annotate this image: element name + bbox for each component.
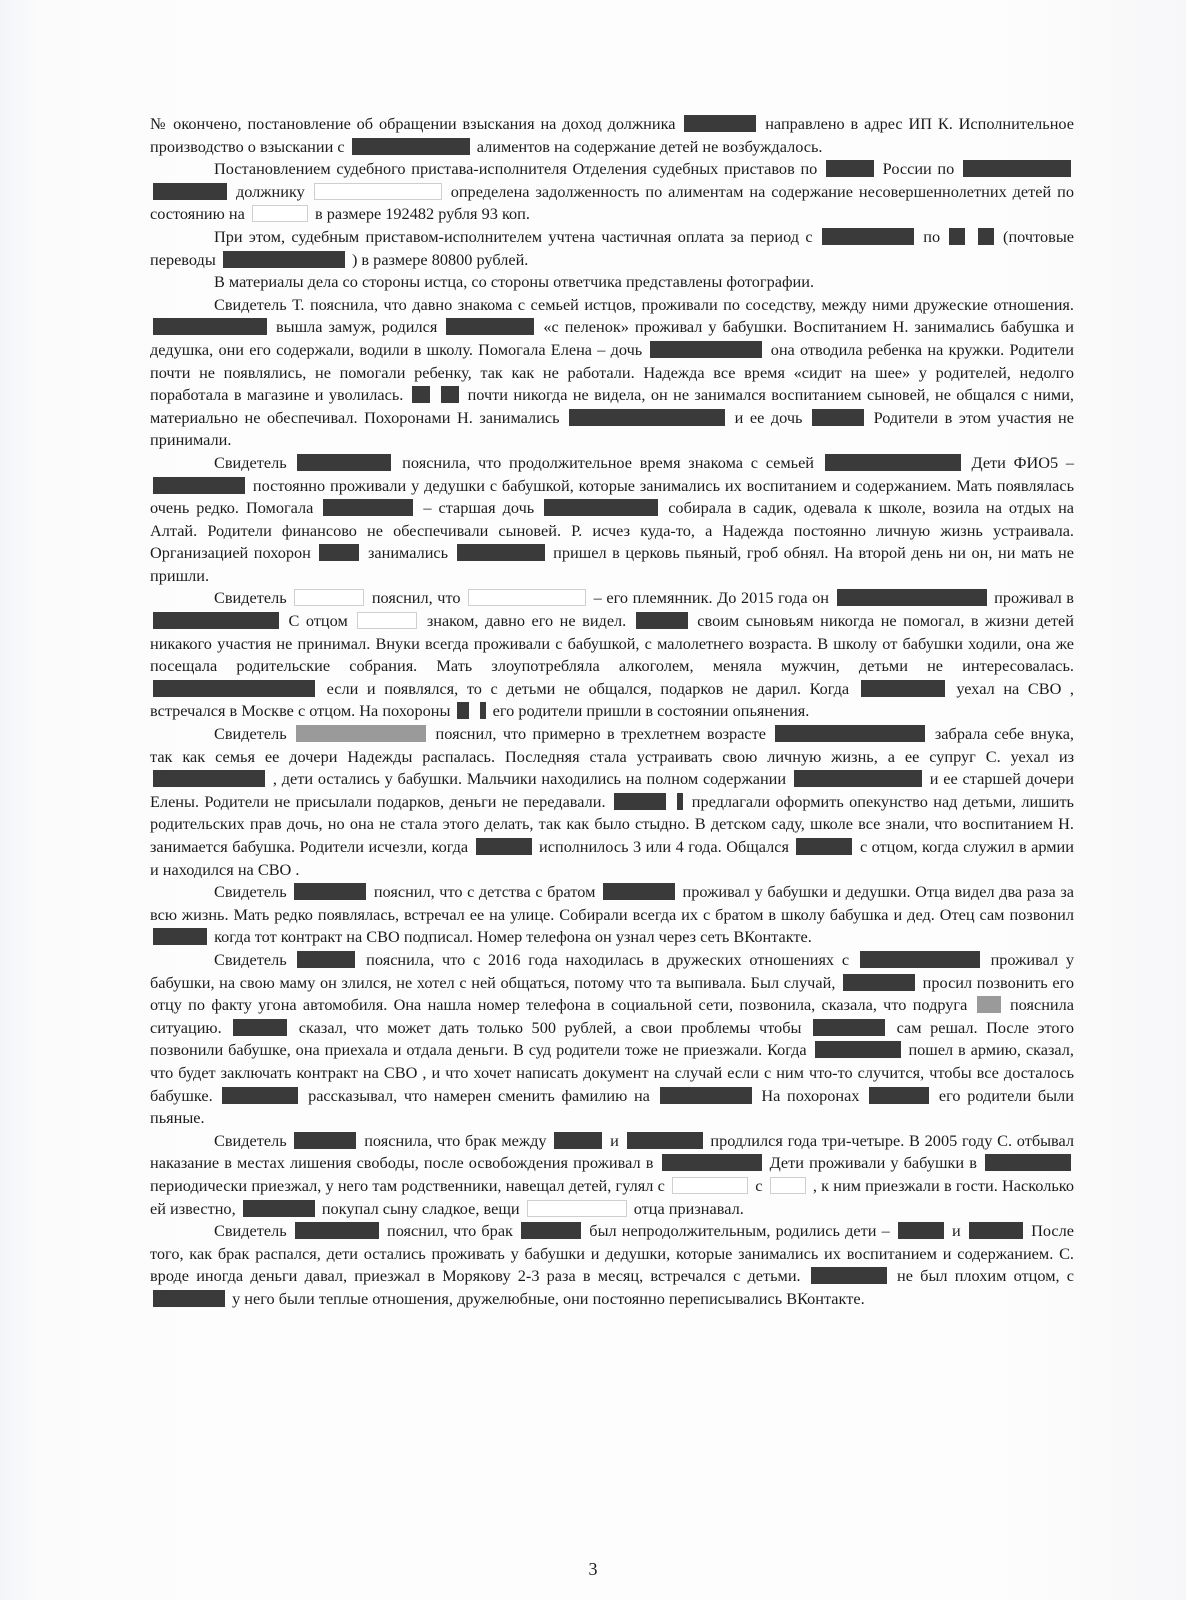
- paragraph-text: с: [755, 1175, 763, 1195]
- paragraph-text: Свидетель: [214, 882, 287, 902]
- redaction-block: [796, 838, 852, 855]
- paragraph-text: если и появлялся, то с детьми не общался, подарков не дарил. Когда: [326, 678, 850, 698]
- paragraph-8: [150, 723, 1074, 881]
- paragraph-9: [150, 881, 1074, 949]
- paragraph-text: (почтовые переводы: [150, 226, 1074, 269]
- paragraph-text: пояснила, что продолжительное время знакома с семьей: [402, 452, 815, 472]
- redaction-block: [233, 1019, 287, 1036]
- redaction-block: [294, 883, 366, 900]
- paragraph-text: предлагали оформить опекунство над детьми, лишить родительских прав дочь, но она не стала этого делать, так как было стыдно. В детском саду, школе все знали, что воспитанием Н. занимается бабушка. Родители исчезли, когда: [150, 791, 1074, 856]
- paragraph-text: с отцом, когда служил в армии и находился на СВО .: [150, 837, 1074, 879]
- redaction-block: [898, 1222, 944, 1239]
- paragraph-text: пошел в армию, сказал, что будет заключать контракт на СВО , и что хочет написать документ на случай если с ним что-то случится, чтобы все досталось бабушке.: [150, 1040, 1074, 1105]
- paragraph-text: пояснил, что с детства с братом: [373, 882, 596, 902]
- paragraph-2: [150, 158, 1074, 226]
- redaction-block: [527, 1200, 627, 1217]
- paragraph-text: пояснила, что с 2016 года находилась в дружеских отношениях с: [366, 949, 850, 969]
- paragraph-text: На похоронах: [761, 1085, 860, 1105]
- redaction-block: [252, 205, 308, 222]
- paragraph-text: После того, как брак распался, дети остались проживать у бабушки и дедушки, которые занимались их воспитанием и содержанием. С. вроде иногда деньги давал, приезжал в Морякову 2-3 раза в месяц, встречался с детьми.: [150, 1221, 1074, 1286]
- redaction-block: [223, 251, 345, 268]
- paragraph-11: [150, 1130, 1074, 1220]
- redaction-block: [297, 951, 355, 968]
- redaction-block: [963, 160, 1071, 177]
- redaction-block: [476, 838, 532, 855]
- paragraph-text: по: [923, 226, 941, 246]
- paragraph-text: постоянно проживали у дедушки с бабушкой, которые занимались их воспитанием и содержанием. Мать появлялась очень редко. Помогала: [150, 475, 1075, 518]
- paragraph-text: и ее дочь: [734, 407, 803, 427]
- redaction-block: [812, 409, 864, 426]
- redaction-block: [861, 680, 945, 697]
- paragraph-1: [150, 113, 1074, 158]
- paragraph-text: в размере 192482 рубля 93 коп.: [314, 204, 530, 224]
- redaction-block: [222, 1087, 298, 1104]
- redaction-block: [446, 318, 534, 335]
- paragraph-4: [150, 271, 1074, 294]
- paragraph-text: проживал у бабушки, на свою маму он злился, не хотел с ней общаться, потому что та выпивала. Был случай,: [150, 949, 1074, 992]
- redaction-block: [314, 183, 442, 200]
- redaction-block: [323, 499, 413, 516]
- redaction-block: [985, 1154, 1071, 1171]
- paragraph-text: собирала в садик, одевала к школе, возила на отдых на Алтай. Родители финансово не обеспечивали сыновей. Р. исчез куда-то, а Надежда постоянно личную жизнь устраивала. Организацией похорон: [150, 498, 1075, 563]
- document-body: [150, 113, 1074, 1310]
- redaction-block: [813, 1019, 885, 1036]
- redaction-block: [457, 544, 545, 561]
- paragraph-text: Свидетель: [214, 452, 287, 472]
- paragraph-text: пояснил, что брак: [386, 1221, 513, 1241]
- redaction-block: [243, 1200, 315, 1217]
- paragraph-text: не был плохим отцом, с: [897, 1266, 1074, 1286]
- paragraph-text: С отцом: [288, 611, 348, 631]
- redaction-block: [153, 770, 265, 787]
- redaction-block: [521, 1222, 581, 1239]
- paragraph-text: проживал в: [994, 588, 1074, 608]
- redaction-block: [295, 1222, 379, 1239]
- redaction-block: [468, 589, 586, 606]
- paragraph-text: Свидетель: [214, 724, 287, 744]
- paragraph-text: сказал, что может дать только 500 рублей, а свои проблемы чтобы: [298, 1017, 802, 1037]
- paragraph-text: рассказывал, что намерен сменить фамилию на: [308, 1085, 650, 1105]
- paragraph-text: При этом, судебным приставом-исполнителем учтена частичная оплата за период с: [214, 226, 813, 246]
- redaction-block: [153, 1290, 225, 1307]
- paragraph-text: определена задолженность по алиментам на содержание несовершеннолетних детей по состоянию на: [150, 181, 1075, 224]
- paragraph-text: был непродолжительным, родились дети –: [589, 1221, 890, 1241]
- redaction-block: [860, 951, 980, 968]
- paragraph-12: [150, 1220, 1074, 1310]
- redaction-block: [294, 1132, 356, 1149]
- paragraph-text: и: [952, 1221, 961, 1241]
- redaction-block: [672, 1177, 748, 1194]
- paragraph-text: – его племянник. До 2015 года он: [593, 588, 830, 608]
- redaction-block: [153, 318, 267, 335]
- redaction-block: [627, 1132, 703, 1149]
- paragraph-text: отца признавал.: [633, 1198, 744, 1218]
- paragraph-text: Свидетель Т. пояснила, что давно знакома с семьей истцов, проживали по соседству, между ними дружеские отношения.: [214, 294, 1074, 314]
- redaction-block: [949, 228, 965, 245]
- paragraph-6: [150, 452, 1074, 588]
- paragraph-text: почти никогда не видела, он не занимался воспитанием сыновей, не общался с ними, материально не обеспечивал. Похоронами Н. занимались: [150, 385, 1074, 427]
- paragraph-text: , дети остались у бабушки. Мальчики находились на полном содержании: [272, 769, 787, 789]
- paragraph-text: ) в размере 80800 рублей.: [351, 249, 529, 269]
- paragraph-text: пояснила, что брак между: [364, 1130, 547, 1150]
- paragraph-text: России по: [882, 159, 955, 179]
- redaction-block: [969, 1222, 1023, 1239]
- paragraph-text: Родители в этом участия не принимали.: [150, 407, 1074, 450]
- redaction-block: [294, 589, 364, 606]
- paragraph-text: Дети ФИО5 –: [971, 452, 1075, 472]
- paragraph-text: направлено в адрес ИП К. Исполнительное производство о взыскании с: [150, 114, 1074, 156]
- paragraph-text: своим сыновьям никогда не помогал, в жизни детей никакого участия не принимал. Внуки всегда проживали с бабушкой, с малолетнего возраста. В школу от бабушки ходили, она же посещала родительские собрания. Мать злоупотребляла алкоголем, меняла мужчин, детьми не интересовалась.: [150, 611, 1074, 676]
- redaction-block: [153, 680, 315, 697]
- redaction-block: [457, 702, 469, 719]
- paragraph-text: когда тот контракт на СВО подписал. Номер телефона он узнал через сеть ВКонтакте.: [214, 927, 812, 947]
- paragraph-text: пояснил, что: [371, 588, 461, 608]
- paragraph-5: [150, 294, 1074, 452]
- redaction-block: [794, 770, 922, 787]
- paragraph-text: Свидетель: [214, 588, 287, 608]
- paragraph-text: просил позвонить его отцу по факту угона автомобиля. Она нашла номер телефона в социальной сети, позвонила, сказала, что подруга: [150, 972, 1075, 1015]
- redaction-block: [297, 454, 391, 471]
- redaction-block: [153, 183, 227, 200]
- paragraph-text: № окончено, постановление об обращении взыскания на доход должника: [150, 114, 676, 133]
- paragraph-text: Постановлением судебного пристава-исполнителя Отделения судебных приставов по: [214, 159, 818, 179]
- redaction-block: [869, 1087, 929, 1104]
- redaction-block: [775, 725, 925, 742]
- redaction-block: [843, 974, 915, 991]
- redaction-block: [153, 928, 207, 945]
- paragraph-text: сам решал. После этого позвонили бабушке, она приехала и отдала деньги. В суд родители тоже не приезжали. Когда: [150, 1017, 1074, 1060]
- redaction-block: [319, 544, 359, 561]
- redaction-block: [153, 612, 279, 629]
- paragraph-text: пришел в церковь пьяный, гроб обнял. На второй день ни он, ни мать не пришли.: [150, 543, 1074, 585]
- page-number: 3: [588, 1559, 598, 1579]
- paragraph-text: и: [610, 1130, 619, 1150]
- paragraph-text: проживал у бабушки и дедушки. Отца видел два раза за всю жизнь. Мать редко появлялась, встречал ее на улице. Собирали всегда их с братом в школу бабушка и дед. Отец сам позвонил: [150, 882, 1074, 924]
- redaction-block: [825, 454, 961, 471]
- redaction-block: [662, 1154, 762, 1171]
- redaction-block: [770, 1177, 806, 1194]
- redaction-block: [352, 138, 470, 155]
- redaction-block: [296, 725, 426, 742]
- paragraph-text: его родители пришли в состоянии опьянения.: [492, 701, 810, 721]
- redaction-block: [650, 341, 762, 358]
- paragraph-text: – старшая дочь: [423, 498, 535, 518]
- redaction-block: [977, 996, 1001, 1013]
- paragraph-text: продлился года три-четыре. В 2005 году С. отбывал наказание в местах лишения свободы, после освобождения проживал в: [150, 1130, 1075, 1173]
- redaction-block: [554, 1132, 602, 1149]
- paragraph-text: должнику: [235, 181, 305, 201]
- redaction-block: [636, 612, 688, 629]
- redaction-block: [603, 883, 675, 900]
- redaction-block: [480, 702, 486, 719]
- redaction-block: [826, 160, 874, 177]
- redaction-block: [677, 793, 683, 810]
- redaction-block: [811, 1267, 887, 1284]
- paragraph-text: пояснила ситуацию.: [150, 995, 1074, 1037]
- paragraph-text: у него были теплые отношения, дружелюбные, они постоянно переписывались ВКонтакте.: [232, 1288, 865, 1308]
- redaction-block: [614, 793, 666, 810]
- paragraph-3: [150, 226, 1074, 271]
- redaction-block: [837, 589, 987, 606]
- redaction-block: [569, 409, 725, 426]
- paragraph-text: и ее старшей дочери Елены. Родители не присылали подарков, деньги не передавали.: [150, 769, 1074, 811]
- paragraph-text: вышла замуж, родился: [276, 317, 438, 337]
- redaction-block: [412, 386, 430, 403]
- redaction-block: [815, 1041, 901, 1058]
- paragraph-text: исполнилось 3 или 4 года. Общался: [539, 837, 789, 856]
- redaction-block: [978, 228, 994, 245]
- paragraph-text: она отводила ребенка на кружки. Родители почти не появлялись, не помогали ребенку, так как не работали. Надежда все время «сидит на шее» у родителей, недолго поработала в магазине и уволилась.: [150, 339, 1074, 405]
- redaction-block: [822, 228, 914, 245]
- redaction-block: [544, 499, 658, 516]
- redaction-block: [357, 612, 417, 629]
- redaction-block: [660, 1087, 752, 1104]
- paragraph-text: покупал сыну сладкое, вещи: [321, 1198, 520, 1218]
- paragraph-text: занимались: [367, 543, 449, 563]
- paragraph-text: В материалы дела со стороны истца, со стороны ответчика представлены фотографии.: [214, 272, 815, 292]
- paragraph-text: знаком, давно его не видел.: [426, 611, 627, 631]
- paragraph-7: [150, 587, 1074, 723]
- paragraph-text: Свидетель: [214, 949, 287, 969]
- paragraph-text: пояснил, что примерно в трехлетнем возрасте: [435, 724, 766, 744]
- paragraph-10: [150, 949, 1074, 1130]
- paragraph-text: периодически приезжал, у него там родственники, навещал детей, гулял с: [150, 1175, 665, 1195]
- redaction-block: [441, 386, 459, 403]
- paragraph-text: , к ним приезжали в гости. Насколько ей известно,: [150, 1175, 1074, 1218]
- paragraph-text: Дети проживали у бабушки в: [769, 1153, 977, 1173]
- paragraph-text: Свидетель: [214, 1130, 287, 1150]
- paragraph-text: алиментов на содержание детей не возбуждалось.: [476, 136, 823, 156]
- paragraph-text: уехал на СВО , встречался в Москве с отцом. На похороны: [150, 678, 1074, 721]
- paragraph-text: Свидетель: [214, 1221, 287, 1241]
- paragraph-text: забрала себе внука, так как семья ее дочери Надежды распалась. Последняя стала устраивать свою личную жизнь, а ее супруг С. уехал из: [150, 724, 1074, 766]
- paragraph-text: его родители были пьяные.: [150, 1085, 1074, 1128]
- redaction-block: [153, 477, 245, 494]
- paragraph-text: «с пеленок» проживал у бабушки. Воспитанием Н. занимались бабушка и дедушка, они его содержали, водили в школу. Помогала Елена – дочь: [150, 317, 1075, 359]
- redaction-block: [684, 115, 756, 132]
